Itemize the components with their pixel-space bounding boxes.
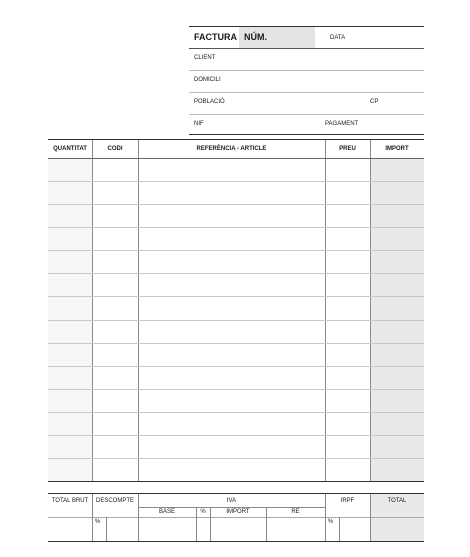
vat-label: IVA xyxy=(226,498,237,504)
vat-header-divider xyxy=(138,507,325,508)
column-divider xyxy=(92,140,93,481)
column-divider xyxy=(138,140,139,481)
table-row xyxy=(48,389,424,390)
table-row xyxy=(48,250,424,251)
column-header-price: PREU xyxy=(339,146,356,152)
line-items-table xyxy=(48,139,424,482)
discount-label: DESCOMPTE xyxy=(95,498,134,504)
column-header-quantity: QUANTITAT xyxy=(53,146,87,152)
column-divider xyxy=(325,140,326,481)
footer-row-divider xyxy=(48,517,424,518)
footer-divider xyxy=(339,517,340,541)
irpf-percent-label: % xyxy=(328,519,334,525)
table-row xyxy=(48,204,424,205)
invoice-title: FACTURA xyxy=(194,32,237,42)
footer-divider xyxy=(210,507,211,541)
invoice-number-field[interactable] xyxy=(239,27,315,48)
client-label: CLIENT xyxy=(194,55,216,61)
table-row xyxy=(48,412,424,413)
address-field[interactable] xyxy=(189,70,424,93)
table-row xyxy=(48,273,424,274)
table-row xyxy=(48,181,424,182)
tax-payment-field[interactable] xyxy=(189,114,424,135)
invoice-title-row xyxy=(189,26,424,49)
table-row xyxy=(48,320,424,321)
irpf-label: IRPF xyxy=(340,498,355,504)
total-label: TOTAL xyxy=(387,498,407,504)
town-label: POBLACIÓ xyxy=(194,99,225,105)
vat-percent-label: % xyxy=(200,509,206,515)
table-row xyxy=(48,366,424,367)
footer-divider xyxy=(138,494,139,541)
table-row xyxy=(48,296,424,297)
footer-divider xyxy=(196,507,197,541)
totals-footer xyxy=(48,493,424,542)
client-field[interactable] xyxy=(189,48,424,71)
table-row xyxy=(48,227,424,228)
gross-total-label: TOTAL BRUT xyxy=(51,498,89,504)
column-divider xyxy=(370,140,371,481)
vat-amount-label: IMPORT xyxy=(226,509,250,515)
discount-percent-label: % xyxy=(95,519,101,525)
footer-divider xyxy=(266,507,267,541)
postcode-label: CP xyxy=(370,99,379,105)
footer-divider xyxy=(92,494,93,541)
column-header-import: IMPORT xyxy=(385,146,409,152)
re-label: RE xyxy=(291,509,300,515)
table-row xyxy=(48,458,424,459)
tax-id-label: NIF xyxy=(194,121,204,127)
table-row xyxy=(48,435,424,436)
footer-divider xyxy=(325,494,326,541)
invoice-header xyxy=(189,26,424,134)
town-field[interactable] xyxy=(189,92,424,115)
address-label: DOMICILI xyxy=(194,77,221,83)
header-divider xyxy=(48,158,424,159)
invoice-number-label: NÚM. xyxy=(244,32,267,42)
footer-divider xyxy=(370,494,371,541)
vat-base-label: BASE xyxy=(158,509,175,515)
column-header-reference: REFERÈNCIA - ARTICLE xyxy=(196,146,267,152)
column-header-code: CODI xyxy=(107,146,123,152)
date-label: DATA xyxy=(330,35,346,41)
table-row xyxy=(48,343,424,344)
payment-label: PAGAMENT xyxy=(325,121,359,127)
footer-divider xyxy=(106,517,107,541)
